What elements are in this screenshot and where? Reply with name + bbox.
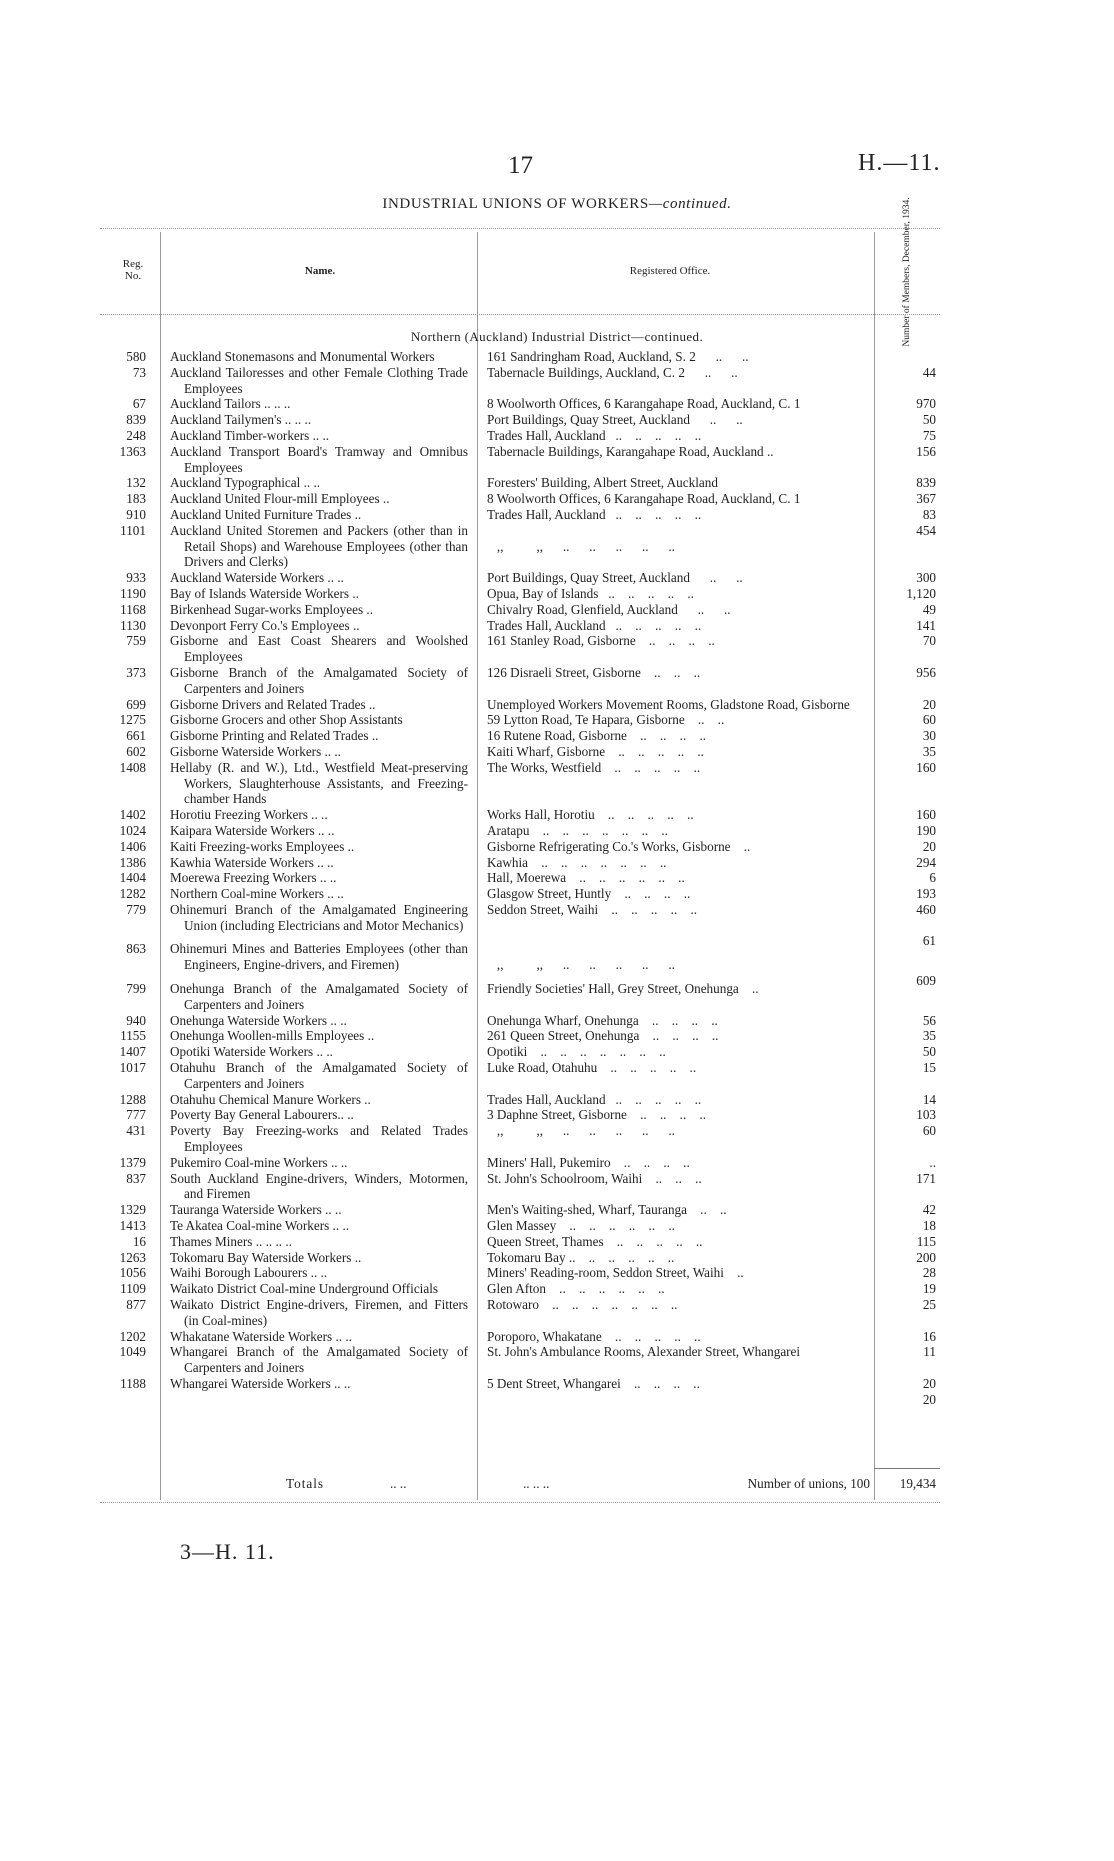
registered-office: ,, ,, .. .. .. .. .. [496, 538, 675, 554]
reg-number: 1101 [120, 522, 146, 538]
union-name-text: Waihi Borough Labourers .. .. [170, 1265, 328, 1281]
union-name-text: Auckland United Furniture Trades .. [170, 506, 362, 522]
registered-office: Tabernacle Buildings, Karangahape Road, Auckland .. [487, 443, 774, 459]
header-name: Name. [304, 265, 336, 277]
member-count: 190 [916, 822, 936, 838]
registered-office: St. John's Ambulance Rooms, Alexander Street, Whangarei [487, 1344, 801, 1360]
member-count: 49 [922, 601, 936, 617]
union-name [170, 1107, 468, 1123]
member-count: 30 [922, 728, 936, 744]
member-count: 75 [922, 427, 936, 443]
section-heading: Northern (Auckland) Industrial District—continued. [410, 329, 704, 344]
union-name [170, 1028, 468, 1044]
registered-office: 5 Dent Street, Whangarei .. .. .. .. [487, 1376, 700, 1391]
registered-office: 161 Sandringham Road, Auckland, S. 2 .. .. [487, 349, 749, 364]
registered-office: Glasgow Street, Huntly .. .. .. .. [487, 886, 691, 902]
registered-office: Kawhia .. .. .. .. .. .. .. [487, 854, 667, 870]
registered-office: Trades Hall, Auckland .. .. .. .. .. [487, 1091, 702, 1107]
union-name [170, 855, 468, 871]
member-count: 460 [916, 901, 936, 917]
member-count: 44 [922, 364, 936, 380]
registered-office: Friendly Societies' Hall, Grey Street, Onehunga .. [487, 981, 759, 997]
member-count: 171 [916, 1170, 936, 1186]
union-name [170, 1092, 468, 1108]
table-body [0, 349, 1114, 1407]
member-count: 160 [916, 807, 936, 823]
union-name-text: Birkenhead Sugar-works Employees .. [170, 601, 373, 617]
reg-number: 661 [126, 728, 146, 744]
union-name [170, 365, 468, 397]
registered-office: Luke Road, Otahuhu .. .. .. .. .. [487, 1060, 697, 1076]
union-name-text: Moerewa Freezing Workers .. .. [170, 870, 337, 886]
registered-office: Kaiti Wharf, Gisborne .. .. .. .. .. [487, 743, 704, 759]
totals-rule [874, 1468, 940, 1469]
member-count: 970 [916, 396, 936, 412]
union-name-text: Auckland Transport Board's Tramway and Omnibus Employees [170, 443, 468, 475]
union-name-text: Kaipara Waterside Workers .. .. [170, 822, 335, 838]
union-name-text: Auckland Typographical .. .. [170, 475, 321, 491]
reg-number: 16 [132, 1233, 146, 1249]
reg-number: 863 [126, 941, 146, 957]
union-name-text: Waikato District Coal-mine Underground Officials [170, 1281, 438, 1297]
reg-number: 837 [126, 1170, 146, 1186]
union-name [170, 902, 468, 934]
reg-number: 73 [132, 364, 146, 380]
totals-office-dots: .. .. .. [523, 1476, 550, 1491]
union-name-text: Auckland Timber-workers .. .. [170, 427, 330, 443]
union-name-text: Whakatane Waterside Workers .. .. [170, 1328, 352, 1344]
member-count: 15 [922, 1060, 936, 1076]
reg-number: 1024 [119, 822, 146, 838]
union-name-text: Tauranga Waterside Workers .. .. [170, 1202, 342, 1218]
member-count: 103 [916, 1107, 936, 1123]
member-count: 61 [922, 933, 936, 949]
union-name-text: Gisborne Drivers and Related Trades .. [170, 696, 376, 712]
union-name [170, 507, 468, 523]
union-name-text: Bay of Islands Waterside Workers .. [170, 585, 359, 601]
reg-number: 1188 [120, 1376, 146, 1391]
union-name-text: Te Akatea Coal-mine Workers .. .. [170, 1218, 350, 1234]
union-name-text: Onehunga Woollen-mills Employees .. [170, 1028, 375, 1044]
union-name [170, 570, 468, 586]
registered-office: Gisborne Refrigerating Co.'s Works, Gisborne .. [487, 838, 751, 854]
union-name-text: Ohinemuri Mines and Batteries Employees (other than Engineers, Engine-drivers, and Firemen) [170, 941, 468, 973]
reg-number: 933 [126, 570, 146, 586]
registered-office: Miners' Hall, Pukemiro .. .. .. .. [487, 1154, 690, 1170]
union-name [170, 602, 468, 618]
union-name-text: Otahuhu Chemical Manure Workers .. [170, 1091, 371, 1107]
registered-office: Seddon Street, Waihi .. .. .. .. .. [487, 901, 698, 917]
totals-office-cell [523, 1476, 870, 1492]
union-name-text: Gisborne Printing and Related Trades .. [170, 728, 379, 744]
union-name-text: Whangarei Waterside Workers .. .. [170, 1376, 351, 1391]
union-name [170, 1329, 468, 1345]
registered-office: Opotiki .. .. .. .. .. .. .. [487, 1044, 666, 1060]
report-reference: H.—11. [858, 150, 941, 176]
union-name [170, 941, 468, 973]
union-name [170, 807, 468, 823]
union-name [170, 981, 468, 1013]
reg-number: 602 [126, 743, 146, 759]
registered-office: 8 Woolworth Offices, 6 Karangahape Road, Auckland, C. 1 [487, 396, 801, 412]
row-spacer [0, 973, 1114, 981]
union-name [170, 823, 468, 839]
reg-number: 940 [126, 1012, 146, 1028]
reg-number: 1017 [119, 1060, 146, 1076]
union-name-text: Auckland Tailoresses and other Female Clothing Trade Employees [170, 364, 468, 396]
member-count: 156 [916, 443, 936, 459]
union-name [170, 1281, 468, 1297]
union-name [170, 886, 468, 902]
totals-members: 19,434 [899, 1476, 936, 1491]
member-count: 956 [916, 664, 936, 680]
union-name [170, 428, 468, 444]
union-name-text: Waikato District Engine-drivers, Firemen, and Fitters (in Coal-mines) [170, 1297, 468, 1328]
member-count: 60 [922, 712, 936, 728]
reg-number: 431 [126, 1123, 146, 1139]
member-count: 20 [922, 1391, 936, 1407]
member-count: 50 [922, 412, 936, 428]
registered-office: 3 Daphne Street, Gisborne .. .. .. .. [487, 1107, 707, 1123]
registered-office: Rotowaro .. .. .. .. .. .. .. [487, 1297, 678, 1313]
totals-dots: .. .. [390, 1476, 407, 1491]
reg-number: 248 [126, 427, 146, 443]
totals-label: Totals [286, 1476, 325, 1491]
union-name [170, 1234, 468, 1250]
union-name [170, 1376, 468, 1392]
registered-office: Men's Waiting-shed, Wharf, Tauranga .. .. [487, 1202, 727, 1218]
registered-office: Opua, Bay of Islands .. .. .. .. .. [487, 585, 694, 601]
union-name [170, 1297, 468, 1329]
registered-office: Trades Hall, Auckland .. .. .. .. .. [487, 617, 702, 633]
registered-office: Port Buildings, Quay Street, Auckland .. .. [487, 570, 743, 586]
header-members-text: Number of Members, December, 1934. [902, 197, 912, 347]
reg-number: 1263 [119, 1249, 146, 1265]
member-count: .. [929, 1154, 936, 1170]
reg-number: 1282 [119, 886, 146, 902]
union-name-text: Tokomaru Bay Waterside Workers .. [170, 1249, 362, 1265]
member-count: 16 [922, 1328, 936, 1344]
union-name [170, 1250, 468, 1266]
reg-number: 839 [126, 412, 146, 428]
member-count: 35 [922, 1028, 936, 1044]
reg-number: 1109 [120, 1281, 146, 1297]
member-count: 50 [922, 1044, 936, 1060]
registered-office: ,, ,, .. .. .. .. .. [496, 957, 675, 973]
registered-office: Foresters' Building, Albert Street, Auckland [487, 475, 718, 491]
union-name [170, 618, 468, 634]
reg-number: 1275 [119, 712, 146, 728]
reg-number: 1329 [119, 1202, 146, 1218]
union-name-text: Auckland Tailymen's .. .. .. [170, 412, 312, 428]
member-count: 20 [922, 696, 936, 712]
member-count: 609 [916, 973, 936, 989]
header-members [877, 197, 937, 347]
union-name [170, 870, 468, 886]
document-title [0, 196, 1114, 213]
union-name-text: Devonport Ferry Co.'s Employees .. [170, 617, 360, 633]
member-count: 70 [922, 633, 936, 649]
union-name-text: Thames Miners .. .. .. .. [170, 1233, 292, 1249]
union-name [170, 586, 468, 602]
registered-office: 59 Lytton Road, Te Hapara, Gisborne .. .. [487, 712, 725, 728]
member-count: 115 [916, 1233, 936, 1249]
reg-number: 1407 [119, 1044, 146, 1060]
union-name [170, 412, 468, 428]
union-name-text: Auckland Waterside Workers .. .. [170, 570, 344, 586]
reg-number: 132 [126, 475, 146, 491]
totals-row [0, 1476, 1114, 1494]
member-count: 300 [916, 570, 936, 586]
reg-number: 1406 [119, 838, 146, 854]
member-count: 193 [916, 886, 936, 902]
registered-office: Queen Street, Thames .. .. .. .. .. [487, 1233, 703, 1249]
union-name [170, 665, 468, 697]
member-count: 20 [922, 1376, 936, 1391]
member-count: 11 [923, 1344, 936, 1360]
member-count: 1,120 [906, 585, 936, 601]
registered-office: 126 Disraeli Street, Gisborne .. .. .. [487, 664, 701, 680]
member-count: 14 [922, 1091, 936, 1107]
member-count: 28 [922, 1265, 936, 1281]
reg-number: 759 [126, 633, 146, 649]
member-count: 42 [922, 1202, 936, 1218]
union-name-text: Poverty Bay Freezing-works and Related Trades Employees [170, 1123, 468, 1155]
reg-number: 580 [126, 349, 146, 364]
union-name [170, 523, 468, 570]
reg-number: 799 [126, 981, 146, 997]
member-count: 20 [922, 838, 936, 854]
reg-number: 910 [126, 506, 146, 522]
union-name [170, 491, 468, 507]
reg-number: 1413 [119, 1218, 146, 1234]
member-count: 25 [922, 1297, 936, 1313]
registered-office: The Works, Westfield .. .. .. .. .. [487, 759, 701, 775]
union-name-text: Kaiti Freezing-works Employees .. [170, 838, 355, 854]
union-name [170, 839, 468, 855]
reg-number: 1363 [119, 443, 146, 459]
union-name-text: Horotiu Freezing Workers .. .. [170, 807, 328, 823]
union-name-text: Auckland Tailors .. .. .. [170, 396, 291, 412]
reg-number: 779 [126, 901, 146, 917]
reg-number: 1155 [120, 1028, 146, 1044]
member-count: 160 [916, 759, 936, 775]
registered-office: Glen Massey .. .. .. .. .. .. [487, 1218, 675, 1234]
union-name [170, 697, 468, 713]
page-signature: 3—H. 11. [180, 1539, 275, 1564]
member-count: 200 [916, 1249, 936, 1265]
reg-number: 373 [126, 664, 146, 680]
union-name-text: Gisborne Branch of the Amalgamated Society of Carpenters and Joiners [170, 664, 468, 696]
reg-number: 1288 [119, 1091, 146, 1107]
union-name-text: South Auckland Engine-drivers, Winders, Motormen, and Firemen [170, 1170, 468, 1202]
registered-office: Tabernacle Buildings, Auckland, C. 2 .. .. [487, 364, 738, 380]
member-count: 19 [922, 1281, 936, 1297]
header-office: Registered Office. [629, 265, 711, 277]
registered-office: Glen Afton .. .. .. .. .. .. [487, 1281, 665, 1297]
reg-number: 1404 [119, 870, 146, 886]
union-name-text: Poverty Bay General Labourers.. .. [170, 1107, 354, 1123]
union-name-text: Onehunga Branch of the Amalgamated Society of Carpenters and Joiners [170, 981, 468, 1012]
registered-office: 16 Rutene Road, Gisborne .. .. .. .. [487, 728, 707, 744]
title-suffix: —continued. [648, 196, 732, 212]
union-name [170, 760, 468, 807]
registered-office: Trades Hall, Auckland .. .. .. .. .. [487, 427, 702, 443]
member-count: 839 [916, 475, 936, 491]
registered-office: ,, ,, .. .. .. .. .. [487, 1123, 675, 1139]
member-count: 141 [916, 617, 936, 633]
header-reg-no: Reg. No. [122, 258, 144, 282]
totals-unions-count: Number of unions, 100 [747, 1476, 870, 1491]
union-name [170, 1171, 468, 1203]
registered-office: Hall, Moerewa .. .. .. .. .. .. [487, 870, 685, 886]
union-name [170, 728, 468, 744]
member-count: 454 [916, 522, 936, 538]
union-name [170, 475, 468, 491]
reg-number: 1386 [119, 854, 146, 870]
union-name-text: Gisborne Waterside Workers .. .. [170, 743, 341, 759]
row-spacer [0, 933, 1114, 941]
union-name [170, 1218, 468, 1234]
union-name [170, 1155, 468, 1171]
registered-office: St. John's Schoolroom, Waihi .. .. .. [487, 1170, 702, 1186]
table-row [0, 1376, 1114, 1407]
table-bottom-rule [100, 1502, 940, 1503]
union-name [170, 1060, 468, 1092]
registered-office: Port Buildings, Quay Street, Auckland .. .. [487, 412, 743, 428]
union-name [170, 1044, 468, 1060]
member-count: 6 [929, 870, 936, 886]
header-bottom-rule [100, 314, 940, 315]
member-count: 294 [916, 854, 936, 870]
union-name [170, 1202, 468, 1218]
member-count: 60 [922, 1123, 936, 1139]
registered-office: Works Hall, Horotiu .. .. .. .. .. [487, 807, 694, 823]
table-top-rule [100, 228, 940, 229]
registered-office: 161 Stanley Road, Gisborne .. .. .. .. [487, 633, 715, 649]
reg-number: 67 [132, 396, 146, 412]
reg-number: 777 [126, 1107, 146, 1123]
union-name-text: Onehunga Waterside Workers .. .. [170, 1012, 347, 1028]
registered-office: Poroporo, Whakatane .. .. .. .. .. [487, 1328, 701, 1344]
registered-office: Miners' Reading-room, Seddon Street, Waihi .. [487, 1265, 744, 1281]
union-name [170, 1123, 468, 1155]
union-name [170, 712, 468, 728]
member-count: 367 [916, 491, 936, 507]
registered-office: 261 Queen Street, Onehunga .. .. .. .. [487, 1028, 719, 1044]
union-name [170, 1344, 468, 1376]
member-count: 35 [922, 743, 936, 759]
union-name [170, 1013, 468, 1029]
union-name-text: Gisborne and East Coast Shearers and Woolshed Employees [170, 633, 468, 665]
reg-number: 1402 [119, 807, 146, 823]
union-name [170, 396, 468, 412]
reg-number: 1408 [119, 759, 146, 775]
reg-number: 699 [126, 696, 146, 712]
union-name-text: Auckland Stonemasons and Monumental Workers [170, 349, 435, 364]
reg-number: 1130 [120, 617, 146, 633]
registered-office: Tokomaru Bay .. .. .. .. .. .. [487, 1249, 675, 1265]
page-number: 17 [508, 152, 533, 179]
reg-number: 1168 [120, 601, 146, 617]
reg-number: 183 [126, 491, 146, 507]
title-main: INDUSTRIAL UNIONS OF WORKERS [382, 196, 649, 212]
union-name-text: Gisborne Grocers and other Shop Assistants [170, 712, 403, 728]
registered-office: 8 Woolworth Offices, 6 Karangahape Road, Auckland, C. 1 [487, 491, 801, 507]
union-name-text: Otahuhu Branch of the Amalgamated Society of Carpenters and Joiners [170, 1060, 468, 1091]
registered-office: Trades Hall, Auckland .. .. .. .. .. [487, 506, 702, 522]
registered-office: Aratapu .. .. .. .. .. .. .. [487, 822, 668, 838]
union-name-text: Kawhia Waterside Workers .. .. [170, 854, 334, 870]
union-name [170, 444, 468, 476]
registered-office: Unemployed Workers Movement Rooms, Gladstone Road, Gisborne [487, 696, 850, 712]
member-count: 56 [922, 1012, 936, 1028]
reg-number: 1379 [119, 1154, 146, 1170]
reg-number: 1202 [119, 1328, 146, 1344]
union-name [170, 744, 468, 760]
reg-number: 1056 [119, 1265, 146, 1281]
registered-office: Chivalry Road, Glenfield, Auckland .. .. [487, 601, 731, 617]
union-name-text: Ohinemuri Branch of the Amalgamated Engineering Union (including Electricians and Motor Mechanics) [170, 901, 468, 933]
union-name-text: Whangarei Branch of the Amalgamated Society of Carpenters and Joiners [170, 1344, 468, 1376]
reg-number: 877 [126, 1297, 146, 1313]
reg-number: 1190 [120, 585, 146, 601]
union-name-text: Opotiki Waterside Workers .. .. [170, 1044, 333, 1060]
member-count: 83 [922, 506, 936, 522]
reg-number: 1049 [119, 1344, 146, 1360]
union-name-text: Pukemiro Coal-mine Workers .. .. [170, 1154, 348, 1170]
union-name-text: Northern Coal-mine Workers .. .. [170, 886, 344, 902]
union-name [170, 633, 468, 665]
union-name-text: Hellaby (R. and W.), Ltd., Westfield Meat-preserving Workers, Slaughterhouse Assistants, and Freezing-chamber Hands [170, 759, 468, 807]
member-count: 18 [922, 1218, 936, 1234]
union-name [170, 349, 468, 365]
union-name [170, 1265, 468, 1281]
union-name-text: Auckland United Storemen and Packers (other than in Retail Shops) and Warehouse Employees (other than Drivers and Clerks) [170, 522, 468, 570]
union-name-text: Auckland United Flour-mill Employees .. [170, 491, 390, 507]
registered-office: Onehunga Wharf, Onehunga .. .. .. .. [487, 1012, 718, 1028]
